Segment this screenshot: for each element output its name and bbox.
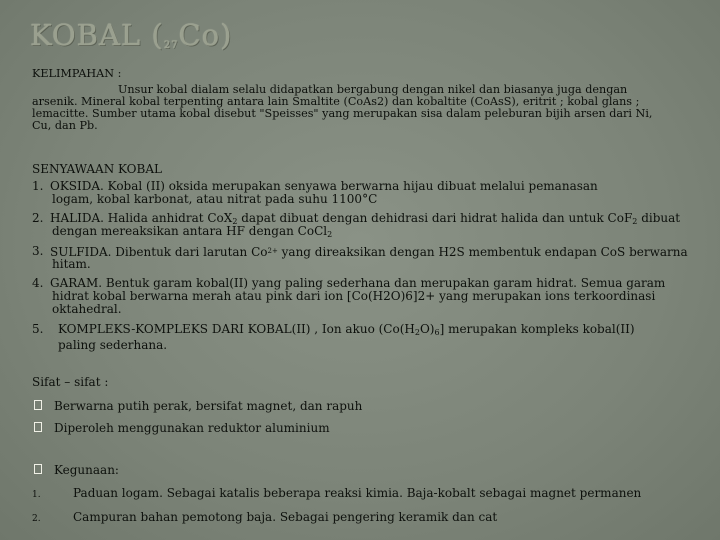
senyawaan-item-number: 4. xyxy=(32,276,44,290)
senyawaan-item-3-line-2: hitam. xyxy=(52,257,91,271)
sifat-bullet-1: Berwarna putih perak, bersifat magnet, dan rapuh xyxy=(54,399,363,413)
slide-title xyxy=(30,18,232,52)
sifat-bullet-2: Diperoleh menggunakan reduktor aluminium xyxy=(54,421,330,435)
kegunaan-heading: Kegunaan: xyxy=(54,463,119,477)
kelimpahan-heading: KELIMPAHAN : xyxy=(32,67,122,80)
box-bullet-icon xyxy=(34,464,42,477)
senyawaan-item-number: 2. xyxy=(32,211,44,225)
senyawaan-item-1-line-1: OKSIDA. Kobal (II) oksida merupakan senyawa berwarna hijau dibuat melalui pemanasan xyxy=(50,179,598,193)
kelimpahan-line-1: Unsur kobal dialam selalu didapatkan bergabung dengan nikel dan biasanya juga dengan xyxy=(118,83,628,96)
senyawaan-item-4-line-1: GARAM. Bentuk garam kobal(II) yang paling sederhana dan merupakan garam hidrat. Semua garam xyxy=(50,276,666,290)
senyawaan-item-5-line-1: KOMPLEKS-KOMPLEKS DARI KOBAL(II) , Ion akuo $(Co(H_2O)_6]$ merupakan kompleks kobal(II) xyxy=(58,322,635,337)
kegunaan-item-2: Campuran bahan pemotong baja. Sebagai pengering keramik dan cat xyxy=(73,510,498,524)
senyawaan-item-1-line-2: logam, kobal karbonat, atau nitrat pada suhu 1100°C xyxy=(52,192,378,206)
kegunaan-item-number: 1. xyxy=(32,490,41,500)
senyawaan-item-5-line-2: paling sederhana. xyxy=(58,338,168,352)
senyawaan-heading: SENYAWAAN KOBAL xyxy=(32,162,162,176)
senyawaan-item-2-line-2: dengan mereaksikan antara HF dengan CoCl$_2$ xyxy=(52,224,333,239)
kegunaan-item-1: Paduan logam. Sebagai katalis beberapa reaksi kimia. Baja-kobalt sebagai magnet permanen xyxy=(73,486,642,500)
kelimpahan-line-2: arsenik. Mineral kobal terpenting antara lain Smaltite (CoAs2) dan kobaltite (CoAsS), eritrit ; kobal glans ; xyxy=(32,95,640,108)
senyawaan-item-4-line-3: oktahedral. xyxy=(52,302,122,316)
senyawaan-item-2-line-1: HALIDA. Halida anhidrat CoX$_2$ dapat dibuat dengan dehidrasi dari hidrat halida dan untuk CoF$_2$ dibuat xyxy=(50,211,681,226)
kegunaan-item-number: 2. xyxy=(32,514,41,524)
kelimpahan-line-3: lemacitte. Sumber utama kobal disebut "Speisses" yang merupakan sisa dalam peleburan bijih arsen dari Ni, xyxy=(32,107,653,120)
title-element: Co) xyxy=(178,18,233,52)
senyawaan-item-number: 3. xyxy=(32,244,44,258)
senyawaan-item-4-line-2: hidrat kobal berwarna merah atau pink dari ion [Co(H2O)6]2+ yang merupakan ions terkoordinasi xyxy=(52,289,656,303)
title-main: KOBAL ( xyxy=(30,18,164,52)
kelimpahan-line-4: Cu, dan Pb. xyxy=(32,119,98,132)
senyawaan-item-number: 5. xyxy=(32,322,44,336)
senyawaan-item-number: 1. xyxy=(32,179,44,193)
senyawaan-item-3-line-1: SULFIDA. Dibentuk dari larutan $Co^{2+}$ yang direaksikan dengan H2S membentuk endapan CoS berwarna xyxy=(50,245,688,259)
box-bullet-icon xyxy=(34,400,42,413)
title-atomic-number: 27 xyxy=(163,40,179,51)
box-bullet-icon xyxy=(34,422,42,435)
sifat-heading: Sifat – sifat : xyxy=(32,375,109,389)
